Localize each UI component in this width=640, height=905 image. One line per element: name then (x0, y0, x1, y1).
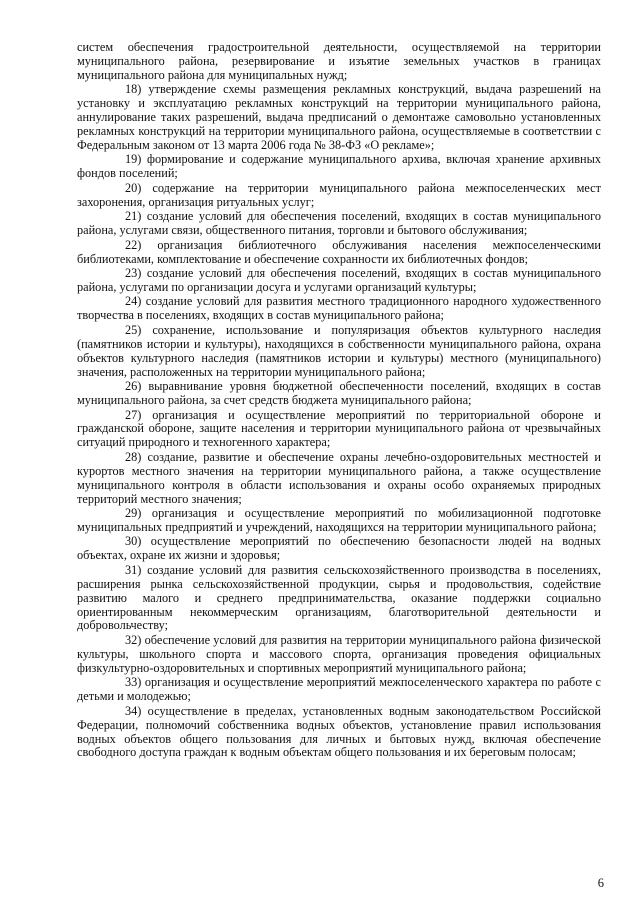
paragraph-item-25: 25) сохранение, использование и популяризация объектов культурного наследия (памятников истории и культуры), находящихся в собственности муниципального района, охрана объектов культурного наследия (памятников истории и культуры) местного (муниципального) значения, расположенных на территории муниципального района; (77, 322, 601, 379)
document-body (77, 41, 601, 760)
paragraph-item-20: 20) содержание на территории муниципального района межпоселенческих мест захоронения, организация ритуальных услуг; (77, 180, 601, 209)
paragraph-item-28: 28) создание, развитие и обеспечение охраны лечебно-оздоровительных местностей и курортов местного значения на территории муниципального района, а также осуществление муниципального контроля в области использования и охраны особо охраняемых природных территорий местного значения; (77, 449, 601, 506)
paragraph-item-33: 33) организация и осуществление мероприятий межпоселенческого характера по работе с детьми и молодежью; (77, 675, 601, 704)
paragraph-item-18: 18) утверждение схемы размещения рекламных конструкций, выдача разрешений на установку и эксплуатацию рекламных конструкций на территории муниципального района, аннулирование таких разрешений, выдача предписаний о демонтаже самовольно установленных рекламных конструкций на территории муниципального района, осуществляемые в соответствии с Федеральным законом от 13 марта 2006 года № 38-ФЗ «О рекламе»; (77, 82, 601, 152)
paragraph-item-22: 22) организация библиотечного обслуживания населения межпоселенческими библиотеками, комплектование и обеспечение сохранности их библиотечных фондов; (77, 237, 601, 266)
paragraph-item-30: 30) осуществление мероприятий по обеспечению безопасности людей на водных объектах, охране их жизни и здоровья; (77, 534, 601, 563)
paragraph-item-19: 19) формирование и содержание муниципального архива, включая хранение архивных фондов поселений; (77, 152, 601, 181)
paragraph-item-31: 31) создание условий для развития сельскохозяйственного производства в поселениях, расширения рынка сельскохозяйственной продукции, сырья и продовольствия, содействие развитию малого и среднего предпринимательства, оказание поддержки социально ориентированным некоммерческим организациям, благотворительной деятельности и добровольчеству; (77, 562, 601, 633)
paragraph-item-26: 26) выравнивание уровня бюджетной обеспеченности поселений, входящих в состав муниципального района, за счет средств бюджета муниципального района; (77, 379, 601, 407)
paragraph-item-32: 32) обеспечение условий для развития на территории муниципального района физической культуры, школьного спорта и массового спорта, организация проведения официальных физкультурно-оздоровительных и спортивных мероприятий муниципального района; (77, 632, 601, 675)
paragraph-item-27: 27) организация и осуществление мероприятий по территориальной обороне и гражданской обороне, защите населения и территории муниципального района от чрезвычайных ситуаций природного и техногенного характера; (77, 407, 601, 450)
page-number: 6 (597, 876, 604, 890)
paragraph-continuation: систем обеспечения градостроительной деятельности, осуществляемой на территории муниципального района, резервирование и изъятие земельных участков в границах муниципального района для муниципальных нужд; (77, 40, 601, 82)
paragraph-item-29: 29) организация и осуществление мероприятий по мобилизационной подготовке муниципальных предприятий и учреждений, находящихся на территории муниципального района; (77, 506, 601, 534)
paragraph-item-23: 23) создание условий для обеспечения поселений, входящих в состав муниципального района, услугами по организации досуга и услугами организаций культуры; (77, 266, 601, 294)
paragraph-item-34: 34) осуществление в пределах, установленных водным законодательством Российской Федерации, полномочий собственника водных объектов, установление правил использования водных объектов общего пользования для личных и бытовых нужд, включая обеспечение свободного доступа граждан к водным объектам общего пользования и их береговым полосам; (77, 703, 601, 760)
paragraph-item-24: 24) создание условий для развития местного традиционного народного художественного творчества в поселениях, входящих в состав муниципального района; (77, 294, 601, 323)
paragraph-item-21: 21) создание условий для обеспечения поселений, входящих в состав муниципального района, услугами связи, общественного питания, торговли и бытового обслуживания; (77, 209, 601, 238)
